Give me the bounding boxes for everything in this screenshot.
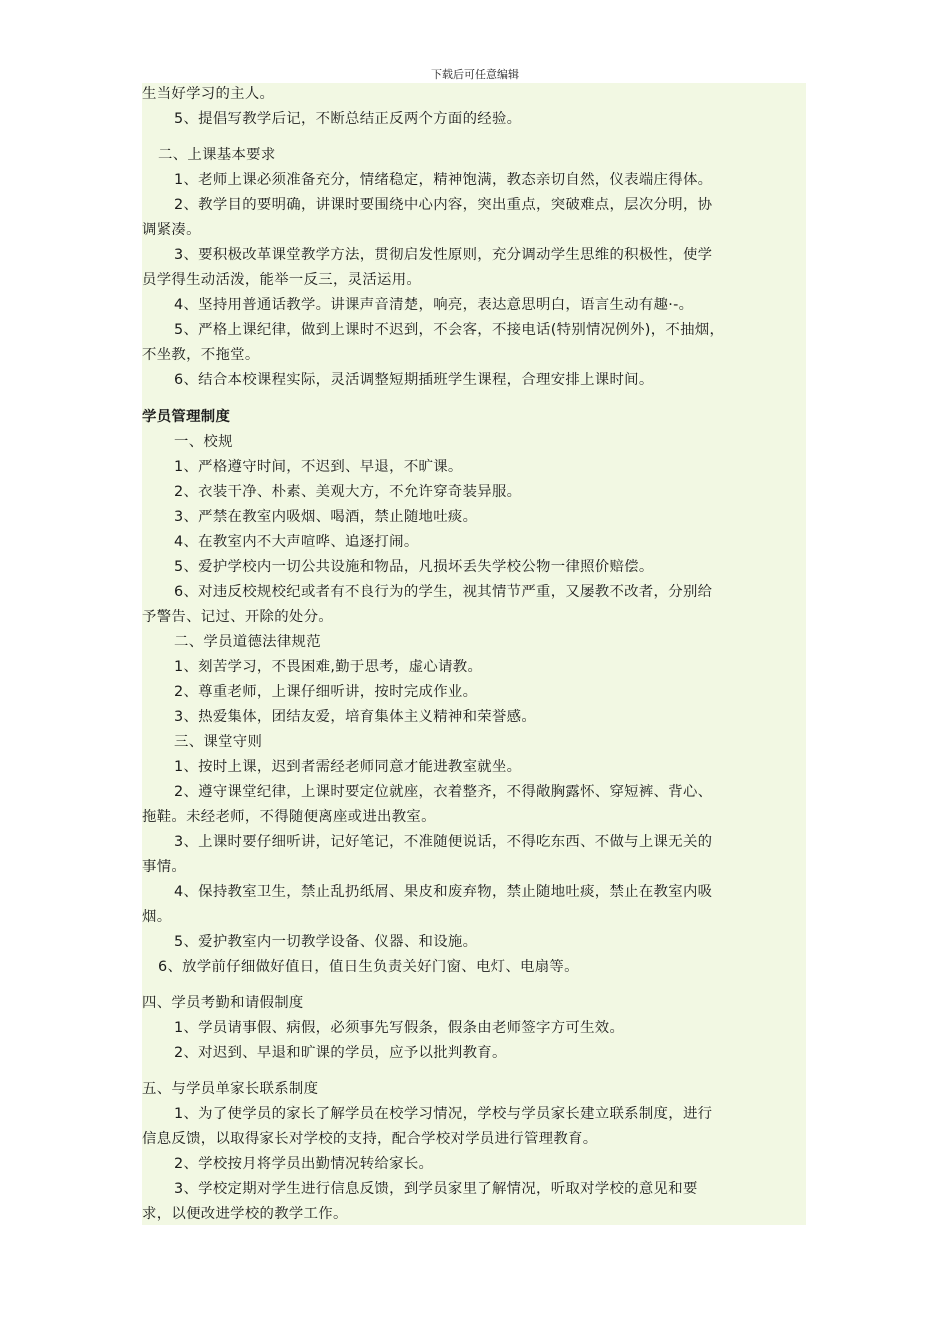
text-line: 2、对迟到、早退和旷课的学员，应予以批判教育。 (174, 1045, 507, 1061)
text-line: 1、按时上课，迟到者需经老师同意才能进教室就坐。 (174, 759, 522, 775)
text-line: 2、遵守课堂纪律，上课时要定位就座，衣着整齐，不得敞胸露怀、穿短裤、背心、 (174, 784, 713, 800)
text-line: 信息反馈，以取得家长对学校的支持，配合学校对学员进行管理教育。 (142, 1131, 598, 1147)
text-line: 2、衣装干净、朴素、美观大方，不允许穿奇装异服。 (174, 484, 522, 500)
text-line: 三、课堂守则 (174, 734, 263, 750)
text-line: 3、上课时要仔细听讲，记好笔记，不准随便说话，不得吃东西、不做与上课无关的 (174, 834, 713, 850)
text-line: 求，以便改进学校的教学工作。 (142, 1206, 348, 1222)
text-line: 5、严格上课纪律，做到上课时不迟到，不会客，不接电话(特别情况例外)，不抽烟， (174, 322, 725, 338)
text-line: 五、与学员单家长联系制度 (142, 1081, 319, 1097)
text-line: 烟。 (142, 909, 172, 925)
text-line: 1、刻苦学习，不畏困难,勤于思考，虚心请教。 (174, 659, 483, 675)
text-line: 一、校规 (174, 434, 233, 450)
text-line: 1、严格遵守时间，不迟到、早退，不旷课。 (174, 459, 463, 475)
text-line: 2、尊重老师，上课仔细听讲，按时完成作业。 (174, 684, 478, 700)
text-line: 5、提倡写教学后记，不断总结正反两个方面的经验。 (174, 111, 522, 127)
text-line: 4、坚持用普通话教学。讲课声音清楚，响亮，表达意思明白，语言生动有趣·-。 (174, 297, 694, 313)
text-line: 事情。 (142, 859, 187, 875)
text-line: 二、上课基本要求 (158, 147, 276, 163)
text-line: 生当好学习的主人。 (142, 86, 275, 102)
text-line: 四、学员考勤和请假制度 (142, 995, 304, 1011)
text-line: 4、保持教室卫生，禁止乱扔纸屑、果皮和废弃物，禁止随地吐痰，禁止在教室内吸 (174, 884, 713, 900)
text-line: 6、对违反校规校纪或者有不良行为的学生，视其情节严重，又屡教不改者，分别给 (174, 584, 713, 600)
text-line: 调紧凑。 (142, 222, 201, 238)
text-line: 3、学校定期对学生进行信息反馈，到学员家里了解情况，听取对学校的意见和要 (174, 1181, 698, 1197)
text-line: 4、在教室内不大声喧哗、追逐打闹。 (174, 534, 419, 550)
text-line: 3、热爱集体，团结友爱，培育集体主义精神和荣誉感。 (174, 709, 537, 725)
page-header: 下载后可任意编辑 (431, 68, 519, 81)
text-line: 员学得生动活泼，能举一反三，灵活运用。 (142, 272, 422, 288)
text-line: 2、学校按月将学员出勤情况转给家长。 (174, 1156, 434, 1172)
text-line: 3、严禁在教室内吸烟、喝酒，禁止随地吐痰。 (174, 509, 478, 525)
text-line: 1、老师上课必须准备充分，情绪稳定，精神饱满，教态亲切自然，仪表端庄得体。 (174, 172, 713, 188)
text-line: 二、学员道德法律规范 (174, 634, 321, 650)
text-line: 5、爱护教室内一切教学设备、仪器、和设施。 (174, 934, 478, 950)
text-line: 1、为了使学员的家长了解学员在校学习情况，学校与学员家长建立联系制度，进行 (174, 1106, 713, 1122)
section-heading: 学员管理制度 (142, 409, 231, 425)
text-line: 6、结合本校课程实际，灵活调整短期插班学生课程，合理安排上课时间。 (174, 372, 654, 388)
document-body (142, 83, 806, 1225)
text-line: 5、爱护学校内一切公共设施和物品，凡损坏丢失学校公物一律照价赔偿。 (174, 559, 654, 575)
text-line: 予警告、记过、开除的处分。 (142, 609, 333, 625)
text-line: 拖鞋。未经老师，不得随便离座或进出教室。 (142, 809, 436, 825)
text-line: 3、要积极改革课堂教学方法，贯彻启发性原则，充分调动学生思维的积极性，使学 (174, 247, 713, 263)
text-line: 2、教学目的要明确，讲课时要围绕中心内容，突出重点，突破难点，层次分明，协 (174, 197, 713, 213)
text-line: 6、放学前仔细做好值日，值日生负责关好门窗、电灯、电扇等。 (158, 959, 579, 975)
text-line: 不坐教，不拖堂。 (142, 347, 260, 363)
text-line: 1、学员请事假、病假，必须事先写假条，假条由老师签字方可生效。 (174, 1020, 625, 1036)
